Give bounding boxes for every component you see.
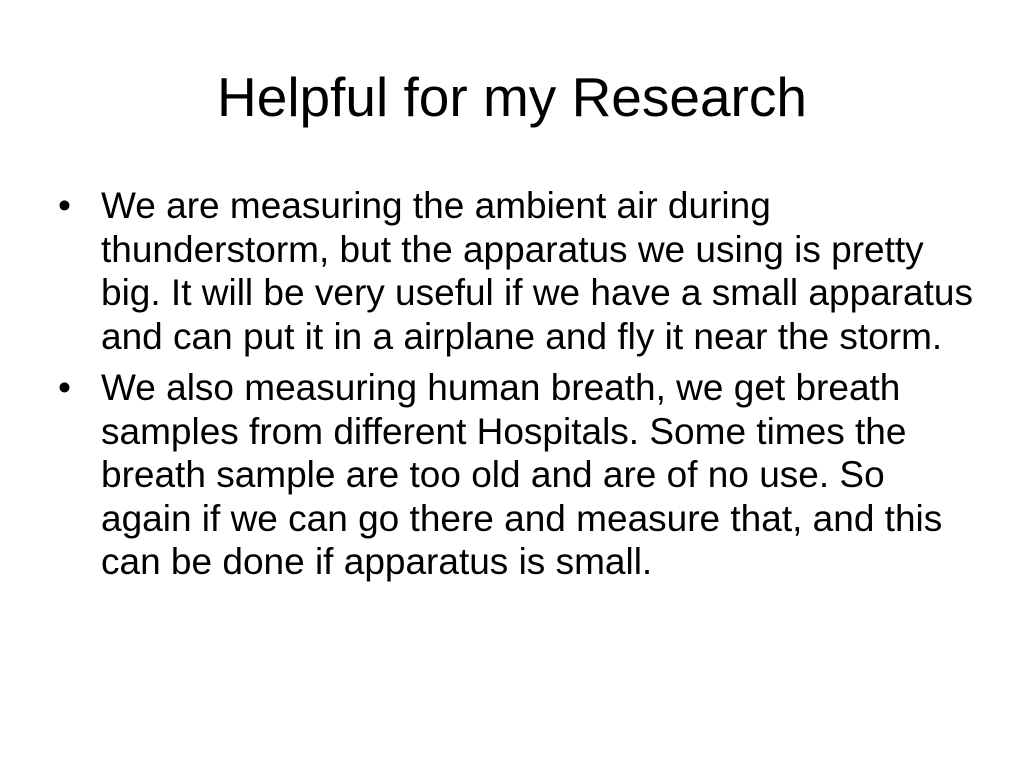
bullet-marker: • <box>58 185 71 226</box>
bullet-marker: • <box>58 367 71 408</box>
bullet-text: We also measuring human breath, we get breath samples from different Hospitals. Some times the breath sample are too old and are of no use. So again if we can go there and measure that, and this can be done if apparatus is small. <box>101 367 943 582</box>
bullet-item-1 <box>58 184 978 358</box>
bullet-item-2 <box>58 366 978 584</box>
slide-title: Helpful for my Research <box>217 66 807 128</box>
bullet-text: We are measuring the ambient air during thunderstorm, but the apparatus we using is pretty big. It will be very useful if we have a small apparatus and can put it in a airplane and fly it near the storm. <box>101 185 973 357</box>
bullet-list <box>58 184 978 592</box>
